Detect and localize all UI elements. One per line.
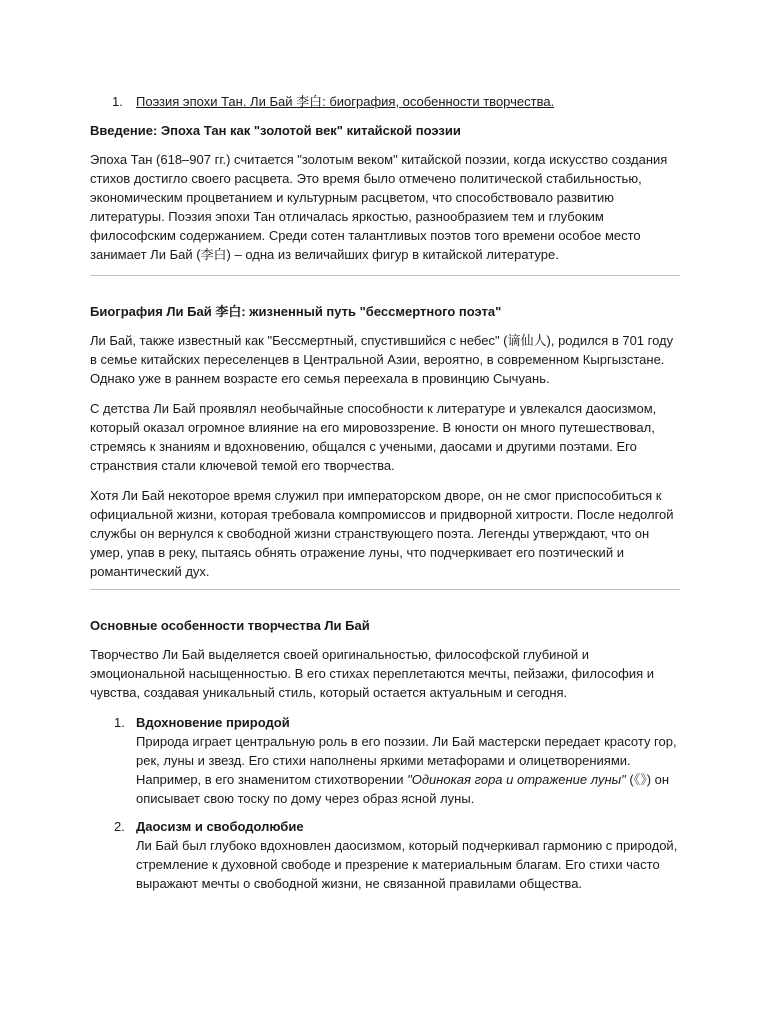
biography-paragraph: Хотя Ли Бай некоторое время служил при императорском дворе, он не смог приспособиться к официальной жизни, которая требовала компромиссов и придворной хитрости. После недолгой службы он вернулся к свободной жизни странствующего поэта. Легенды утверждают, что он умер, упав в реку, пытаясь обнять отражение луны, что подчеркивает его поэтический и романтический дух. [90,488,674,579]
features-list [90,713,680,893]
biography-paragraph: С детства Ли Бай проявлял необычайные способности к литературе и увлекался даосизмом, который оказал огромное влияние на его мировоззрение. В юности он много путешествовал, стремясь к знаниям и вдохновению, общался с учеными, даосами и другими поэтами. Его странствия стали ключевой темой его творчества. [90,401,657,473]
feature-body-text: Природа играет центральную роль в его поэзии. Ли Бай мастерски передает красоту гор, рек, луны и звезд. Его стихи наполнены яркими метафорами и олицетворениями. Например, в его знаменитом стихотворении [136,734,677,787]
feature-body [136,836,680,893]
section-divider [90,275,680,276]
intro-paragraph: Эпоха Тан (618–907 гг.) считается "золотым веком" китайской поэзии, когда искусство создания стихов достигло своего расцвета. Это время было отмечено политической стабильностью, экономическим процветанием и культурным расцветом, что способствовало развитию литературы. Поэзия эпохи Тан отличалась яркостью, разнообразием тем и глубоким философским содержанием. Среди сотен талантливых поэтов того времени особое место занимает Ли Бай (李白) – одна из величайших фигур в китайской литературе. [90,152,668,262]
feature-body-text: Ли Бай был глубоко вдохновлен даосизмом, который подчеркивал гармонию с природой, стремление к духовной свободе и презрение к материальным благам. Его стихи часто выражают мечты о свободной жизни, не связанной правилами общества. [136,838,678,891]
feature-item [90,713,680,808]
feature-number: 1. [114,715,125,730]
features-heading: Основные особенности творчества Ли Бай [90,618,370,633]
feature-item [90,817,680,893]
intro-heading: Введение: Эпоха Тан как "золотой век" китайской поэзии [90,123,461,138]
poem-title: "Одинокая гора и отражение луны" [407,772,626,787]
toc-item-number: 1. [112,94,123,109]
toc-item [90,92,680,111]
section-divider [90,589,680,590]
features-intro: Творчество Ли Бай выделяется своей оригинальностью, философской глубиной и эмоциональной насыщенностью. В его стихах переплетаются мечты, пейзажи, философия и чувства, создавая уникальный стиль, который остается актуальным и сегодня. [90,647,655,700]
biography-heading: Биография Ли Бай 李白: жизненный путь "бессмертного поэта" [90,304,502,319]
feature-number: 2. [114,819,125,834]
table-of-contents [90,92,680,111]
feature-title: Даосизм и свободолюбие [136,819,304,834]
document-content [90,92,680,902]
feature-title: Вдохновение природой [136,715,290,730]
toc-item-link[interactable]: Поэзия эпохи Тан. Ли Бай 李白: биография, особенности творчества. [136,94,555,109]
biography-paragraph: Ли Бай, также известный как "Бессмертный, спустившийся с небес" (谪仙人), родился в 701 году в семье китайских переселенцев в Центральной Азии, вероятно, в современном Кыргызстане. Однако уже в раннем возрасте его семья переехала в провинцию Сычуань. [90,333,674,386]
feature-body-text: (《》) он описывает свою тоску по дому через образ ясной луны. [136,772,670,806]
feature-body [136,732,680,808]
